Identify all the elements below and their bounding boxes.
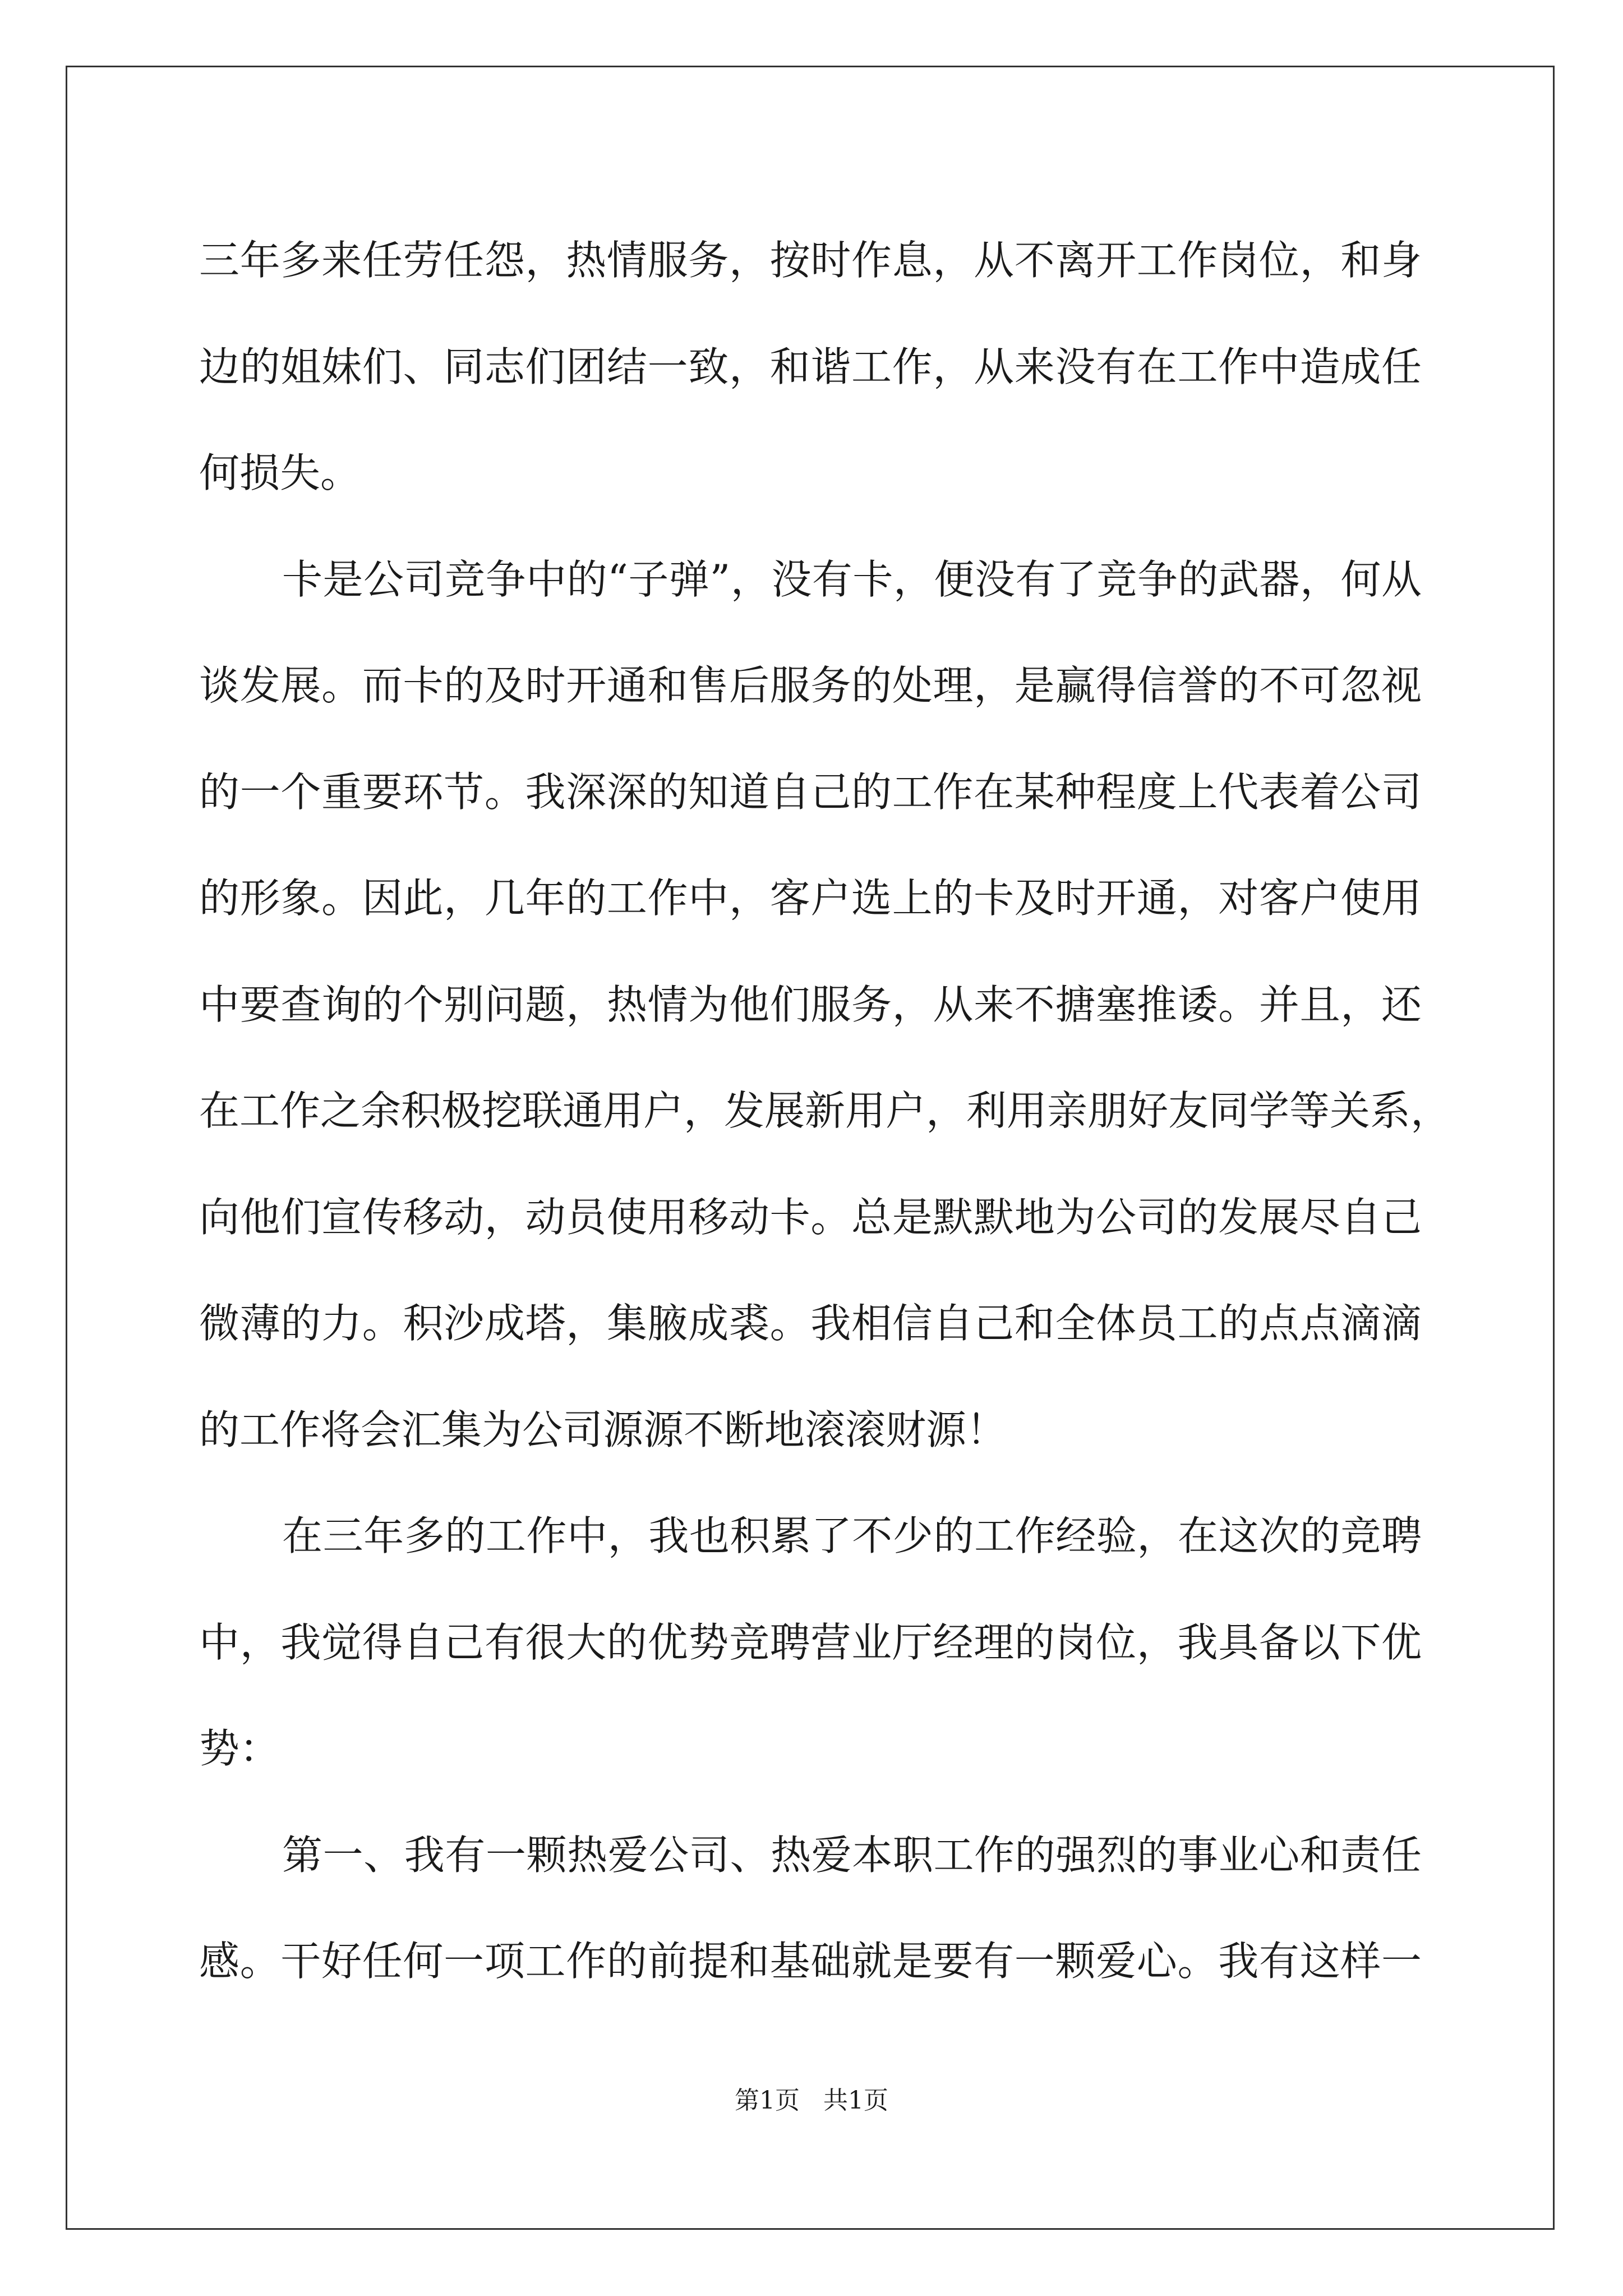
text-line: 势： bbox=[199, 1725, 280, 1772]
text-line: 向他们宣传移动，动员使用移动卡。总是默默地为公司的发展尽自己 bbox=[199, 1193, 1422, 1241]
text-line: 的一个重要环节。我深深的知道自己的工作在某种程度上代表着公司 bbox=[199, 768, 1422, 816]
text-line: 感。干好任何一项工作的前提和基础就是要有一颗爱心。我有这样一 bbox=[199, 1938, 1422, 1985]
page-footer bbox=[0, 2084, 1623, 2118]
text-line: 的工作将会汇集为公司源源不断地滚滚财源！ bbox=[199, 1406, 1007, 1453]
text-line: 边的姐妹们、同志们团结一致，和谐工作，从来没有在工作中造成任 bbox=[199, 343, 1422, 390]
page-number: 第1页 bbox=[735, 2086, 800, 2115]
document-body bbox=[199, 208, 1451, 2015]
text-line: 中，我觉得自己有很大的优势竞聘营业厅经理的岗位，我具备以下优 bbox=[199, 1618, 1422, 1666]
text-line: 三年多来任劳任怨，热情服务，按时作息，从不离开工作岗位，和身 bbox=[199, 237, 1422, 284]
page-total: 共1页 bbox=[823, 2086, 888, 2115]
text-line: 何损失。 bbox=[199, 449, 361, 496]
text-line: 微薄的力。积沙成塔，集腋成裘。我相信自己和全体员工的点点滴滴 bbox=[199, 1300, 1422, 1347]
text-line: 谈发展。而卡的及时开通和售后服务的处理，是赢得信誉的不可忽视 bbox=[199, 662, 1422, 709]
text-line: 的形象。因此，几年的工作中，客户选上的卡及时开通，对客户使用 bbox=[199, 875, 1422, 922]
text-line: 中要查询的个别问题，热情为他们服务，从来不搪塞推诿。并且，还 bbox=[199, 981, 1422, 1028]
paragraph-start-line: 第一、我有一颗热爱公司、热爱本职工作的强烈的事业心和责任 bbox=[282, 1831, 1422, 1879]
paragraph-start-line: 卡是公司竞争中的“子弹”，没有卡，便没有了竞争的武器，何从 bbox=[282, 555, 1422, 603]
text-line: 在工作之余积极挖联通用户，发展新用户，利用亲朋好友同学等关系， bbox=[199, 1087, 1451, 1134]
paragraph-start-line: 在三年多的工作中，我也积累了不少的工作经验，在这次的竞聘 bbox=[282, 1512, 1422, 1559]
